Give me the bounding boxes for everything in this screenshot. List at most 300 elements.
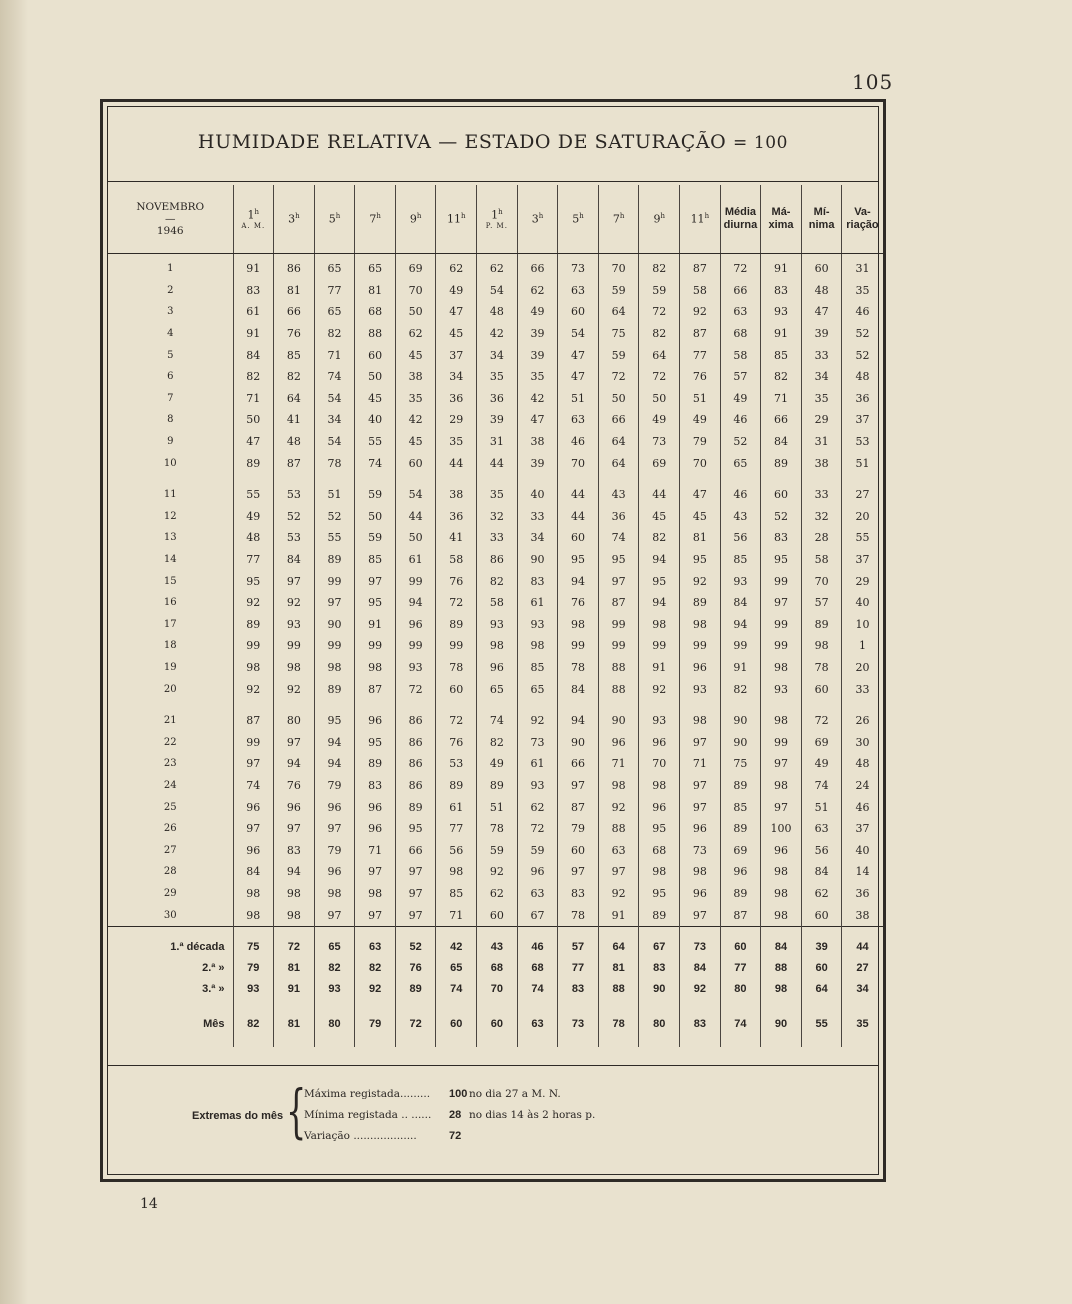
- value-cell: 57: [801, 592, 842, 614]
- table-row: [108, 344, 883, 366]
- value-cell: 82: [639, 527, 680, 549]
- value-cell: 87: [355, 678, 396, 700]
- extreme-note: no dia 27 a M. N.: [469, 1088, 561, 1100]
- value-cell: 98: [436, 861, 477, 883]
- value-cell: 36: [598, 506, 639, 528]
- value-cell: 98: [598, 775, 639, 797]
- value-cell: 99: [558, 635, 599, 657]
- day-cell: 12: [163, 510, 177, 522]
- value-cell: 83: [761, 280, 802, 302]
- value-cell: 97: [274, 818, 315, 840]
- value-cell: 94: [720, 614, 761, 636]
- value-cell: 97: [355, 861, 396, 883]
- value-cell: 97: [355, 904, 396, 926]
- summary-value: 65: [314, 926, 355, 958]
- value-cell: 95: [639, 818, 680, 840]
- month-value: 81: [274, 1014, 315, 1035]
- value-cell: 94: [395, 592, 436, 614]
- header-hour-sup: h: [295, 211, 300, 220]
- value-cell: 91: [761, 323, 802, 345]
- value-cell: 34: [517, 527, 558, 549]
- extreme-key: Variação ...................: [304, 1130, 417, 1142]
- value-cell: 77: [233, 549, 274, 571]
- value-cell: 49: [680, 409, 721, 431]
- value-cell: 99: [436, 635, 477, 657]
- value-cell: 64: [598, 452, 639, 474]
- value-cell: 99: [274, 635, 315, 657]
- value-cell: 94: [274, 861, 315, 883]
- value-cell: 72: [395, 678, 436, 700]
- spacer-cell: [233, 1035, 274, 1047]
- value-cell: 77: [436, 818, 477, 840]
- value-cell: 51: [558, 388, 599, 410]
- value-cell: 47: [801, 301, 842, 323]
- value-cell: 68: [720, 323, 761, 345]
- value-cell: 87: [233, 710, 274, 732]
- value-cell: 81: [355, 280, 396, 302]
- value-cell: 92: [639, 678, 680, 700]
- value-cell: 58: [680, 280, 721, 302]
- value-cell: 60: [436, 678, 477, 700]
- day-cell: 19: [163, 661, 177, 673]
- summary-value: 74: [517, 979, 558, 1000]
- value-cell: 73: [517, 731, 558, 753]
- value-cell: 49: [436, 280, 477, 302]
- value-cell: 75: [598, 323, 639, 345]
- value-cell: 86: [395, 731, 436, 753]
- spacer-cell: [395, 474, 436, 484]
- spacer-cell: [801, 1035, 842, 1047]
- value-cell: 96: [517, 861, 558, 883]
- header-hour-label: 11: [690, 212, 705, 226]
- value-cell: 63: [517, 883, 558, 905]
- value-cell: 98: [639, 775, 680, 797]
- header-hour: [517, 185, 558, 254]
- value-cell: 52: [761, 506, 802, 528]
- value-cell: 59: [517, 839, 558, 861]
- summary-value: 81: [598, 958, 639, 979]
- value-cell: 47: [558, 366, 599, 388]
- spacer-cell: [436, 1035, 477, 1047]
- value-cell: 99: [395, 635, 436, 657]
- summary-value: 72: [274, 926, 315, 958]
- value-cell: 99: [761, 731, 802, 753]
- table-row: [108, 839, 883, 861]
- header-hour-sup: h: [461, 211, 466, 220]
- day-cell: 8: [167, 414, 174, 426]
- spacer-cell: [108, 474, 233, 484]
- value-cell: 99: [598, 635, 639, 657]
- table-row: [108, 409, 883, 431]
- value-cell: 43: [598, 484, 639, 506]
- value-cell: 93: [395, 657, 436, 679]
- value-cell: 62: [801, 883, 842, 905]
- month-value: 73: [558, 1014, 599, 1035]
- value-cell: 41: [274, 409, 315, 431]
- page-number: 105: [852, 70, 894, 94]
- value-cell: 84: [233, 861, 274, 883]
- value-cell: 92: [274, 678, 315, 700]
- summary-value: 73: [680, 926, 721, 958]
- table-row: [108, 323, 883, 345]
- value-cell: 98: [233, 657, 274, 679]
- value-cell: 14: [842, 861, 883, 883]
- value-cell: 83: [517, 570, 558, 592]
- value-cell: 52: [274, 506, 315, 528]
- value-cell: 50: [598, 388, 639, 410]
- value-cell: 99: [233, 635, 274, 657]
- header-minima: [801, 185, 842, 254]
- value-cell: 69: [720, 839, 761, 861]
- summary-value: 82: [355, 958, 396, 979]
- header-hour: [558, 185, 599, 254]
- spacer-cell: [639, 474, 680, 484]
- summary-label: 3.ª »: [202, 983, 225, 996]
- value-cell: 98: [761, 883, 802, 905]
- value-cell: 82: [314, 323, 355, 345]
- spacer-cell: [598, 1000, 639, 1014]
- value-cell: 24: [842, 775, 883, 797]
- value-cell: 48: [842, 753, 883, 775]
- value-cell: 96: [639, 731, 680, 753]
- value-cell: 29: [436, 409, 477, 431]
- value-cell: 45: [355, 388, 396, 410]
- header-hour-sup: h: [254, 207, 260, 216]
- spacer-cell: [558, 1000, 599, 1014]
- extreme-line: [304, 1130, 595, 1151]
- value-cell: 35: [477, 484, 518, 506]
- value-cell: 33: [801, 484, 842, 506]
- value-cell: 96: [639, 796, 680, 818]
- spacer-cell: [598, 1035, 639, 1047]
- value-cell: 99: [761, 635, 802, 657]
- value-cell: 95: [233, 570, 274, 592]
- value-cell: 31: [477, 431, 518, 453]
- value-cell: 34: [314, 409, 355, 431]
- spacer-cell: [477, 1000, 518, 1014]
- value-cell: 42: [395, 409, 436, 431]
- header-hour: [680, 185, 721, 254]
- value-cell: 74: [355, 452, 396, 474]
- header-hour: [355, 185, 396, 254]
- value-cell: 48: [801, 280, 842, 302]
- value-cell: 33: [842, 678, 883, 700]
- spacer-cell: [558, 700, 599, 710]
- value-cell: 55: [842, 527, 883, 549]
- value-cell: 89: [477, 775, 518, 797]
- value-cell: 74: [477, 710, 518, 732]
- value-cell: 71: [233, 388, 274, 410]
- spacer-cell: [801, 700, 842, 710]
- day-cell: 1: [167, 263, 174, 275]
- value-cell: 56: [436, 839, 477, 861]
- value-cell: 35: [477, 366, 518, 388]
- value-cell: 71: [314, 344, 355, 366]
- header-minima-line: nima: [808, 219, 835, 231]
- value-cell: 91: [720, 657, 761, 679]
- value-cell: 98: [314, 883, 355, 905]
- value-cell: 68: [639, 839, 680, 861]
- value-cell: 87: [558, 796, 599, 818]
- value-cell: 90: [314, 614, 355, 636]
- value-cell: 83: [355, 775, 396, 797]
- spacer-cell: [720, 1035, 761, 1047]
- title-equation: = 100: [732, 133, 789, 153]
- value-cell: 87: [598, 592, 639, 614]
- day-cell: 13: [163, 532, 177, 544]
- value-cell: 87: [680, 323, 721, 345]
- value-cell: 96: [598, 731, 639, 753]
- value-cell: 62: [395, 323, 436, 345]
- value-cell: 98: [680, 861, 721, 883]
- spacer-cell: [842, 1000, 883, 1014]
- value-cell: 89: [314, 678, 355, 700]
- value-cell: 51: [801, 796, 842, 818]
- value-cell: 73: [558, 254, 599, 280]
- value-cell: 66: [558, 753, 599, 775]
- summary-label: 2.ª »: [202, 962, 225, 975]
- value-cell: 74: [233, 775, 274, 797]
- table-row: [108, 614, 883, 636]
- value-cell: 65: [314, 254, 355, 280]
- header-hour-sup: h: [619, 211, 625, 220]
- value-cell: 96: [233, 839, 274, 861]
- value-cell: 54: [314, 388, 355, 410]
- value-cell: 92: [517, 710, 558, 732]
- value-cell: 93: [274, 614, 315, 636]
- summary-value: 83: [558, 979, 599, 1000]
- value-cell: 87: [274, 452, 315, 474]
- summary-value: 67: [639, 926, 680, 958]
- header-maxima-line: xima: [768, 219, 794, 231]
- value-cell: 46: [842, 796, 883, 818]
- value-cell: 80: [274, 710, 315, 732]
- value-cell: 49: [720, 388, 761, 410]
- value-cell: 63: [558, 409, 599, 431]
- header-media-line: diurna: [723, 219, 758, 231]
- value-cell: 78: [314, 452, 355, 474]
- value-cell: 54: [314, 431, 355, 453]
- summary-value: 90: [639, 979, 680, 1000]
- summary-value: 75: [233, 926, 274, 958]
- summary-value: 27: [842, 958, 883, 979]
- value-cell: 56: [801, 839, 842, 861]
- day-cell: 7: [167, 392, 174, 404]
- summary-value: 74: [436, 979, 477, 1000]
- value-cell: 65: [314, 301, 355, 323]
- summary-value: 93: [314, 979, 355, 1000]
- value-cell: 95: [598, 549, 639, 571]
- value-cell: 34: [436, 366, 477, 388]
- month-value: 79: [355, 1014, 396, 1035]
- value-cell: 98: [639, 614, 680, 636]
- day-cell: 17: [163, 618, 177, 630]
- value-cell: 91: [761, 254, 802, 280]
- value-cell: 99: [355, 635, 396, 657]
- summary-value: 79: [233, 958, 274, 979]
- value-cell: 48: [477, 301, 518, 323]
- summary-value: 83: [639, 958, 680, 979]
- value-cell: 96: [355, 818, 396, 840]
- summary-value: 88: [598, 979, 639, 1000]
- value-cell: 85: [355, 549, 396, 571]
- value-cell: 91: [598, 904, 639, 926]
- value-cell: 98: [274, 883, 315, 905]
- header-hour-label: 3: [288, 212, 296, 226]
- value-cell: 89: [233, 614, 274, 636]
- value-cell: 95: [558, 549, 599, 571]
- day-cell: 16: [163, 597, 177, 609]
- summary-value: 76: [395, 958, 436, 979]
- value-cell: 38: [842, 904, 883, 926]
- value-cell: 72: [801, 710, 842, 732]
- value-cell: 77: [680, 344, 721, 366]
- table-row: [108, 861, 883, 883]
- value-cell: 73: [680, 839, 721, 861]
- summary-value: 44: [842, 926, 883, 958]
- brace-icon: {: [286, 1077, 307, 1145]
- header-hour: [274, 185, 315, 254]
- value-cell: 37: [842, 818, 883, 840]
- value-cell: 37: [842, 409, 883, 431]
- value-cell: 72: [720, 254, 761, 280]
- spacer-cell: [598, 474, 639, 484]
- value-cell: 60: [395, 452, 436, 474]
- value-cell: 67: [517, 904, 558, 926]
- value-cell: 88: [598, 657, 639, 679]
- value-cell: 50: [355, 506, 396, 528]
- value-cell: 29: [801, 409, 842, 431]
- value-cell: 79: [558, 818, 599, 840]
- value-cell: 58: [436, 549, 477, 571]
- value-cell: 36: [842, 883, 883, 905]
- value-cell: 96: [761, 839, 802, 861]
- spacer-cell: [558, 1035, 599, 1047]
- spacer-row: [108, 700, 883, 710]
- value-cell: 85: [720, 549, 761, 571]
- value-cell: 87: [720, 904, 761, 926]
- value-cell: 39: [517, 323, 558, 345]
- value-cell: 85: [274, 344, 315, 366]
- value-cell: 51: [314, 484, 355, 506]
- day-cell: 29: [163, 887, 177, 899]
- table-row: [108, 818, 883, 840]
- value-cell: 98: [233, 883, 274, 905]
- value-cell: 60: [558, 301, 599, 323]
- value-cell: 93: [517, 614, 558, 636]
- value-cell: 94: [314, 753, 355, 775]
- value-cell: 54: [395, 484, 436, 506]
- value-cell: 97: [395, 904, 436, 926]
- value-cell: 34: [477, 344, 518, 366]
- value-cell: 96: [680, 657, 721, 679]
- value-cell: 63: [558, 280, 599, 302]
- value-cell: 99: [720, 635, 761, 657]
- value-cell: 82: [477, 731, 518, 753]
- header-month-year: [108, 185, 233, 254]
- value-cell: 97: [558, 775, 599, 797]
- value-cell: 90: [720, 731, 761, 753]
- spacer-cell: [842, 1035, 883, 1047]
- month-value: 63: [517, 1014, 558, 1035]
- summary-value: 43: [477, 926, 518, 958]
- value-cell: 38: [517, 431, 558, 453]
- value-cell: 62: [517, 280, 558, 302]
- value-cell: 36: [842, 388, 883, 410]
- value-cell: 31: [842, 254, 883, 280]
- value-cell: 98: [639, 861, 680, 883]
- value-cell: 56: [720, 527, 761, 549]
- header-hour-label: 1: [491, 208, 499, 222]
- day-cell: 15: [163, 575, 177, 587]
- value-cell: 49: [477, 753, 518, 775]
- value-cell: 82: [477, 570, 518, 592]
- value-cell: 35: [517, 366, 558, 388]
- spacer-cell: [108, 1035, 233, 1047]
- value-cell: 95: [639, 883, 680, 905]
- value-cell: 50: [395, 301, 436, 323]
- value-cell: 96: [314, 861, 355, 883]
- value-cell: 34: [801, 366, 842, 388]
- value-cell: 97: [558, 861, 599, 883]
- value-cell: 50: [233, 409, 274, 431]
- table-row: [108, 635, 883, 657]
- value-cell: 72: [639, 366, 680, 388]
- summary-value: 92: [680, 979, 721, 1000]
- value-cell: 98: [761, 861, 802, 883]
- header-hour-sup: h: [579, 211, 584, 220]
- spacer-cell: [314, 1000, 355, 1014]
- value-cell: 89: [314, 549, 355, 571]
- value-cell: 70: [680, 452, 721, 474]
- summary-value: 60: [720, 926, 761, 958]
- footer-number: 14: [140, 1196, 158, 1212]
- spacer-cell: [517, 1000, 558, 1014]
- spacer-cell: [314, 700, 355, 710]
- value-cell: 92: [477, 861, 518, 883]
- spacer-cell: [598, 700, 639, 710]
- value-cell: 84: [720, 592, 761, 614]
- value-cell: 40: [517, 484, 558, 506]
- value-cell: 45: [395, 431, 436, 453]
- value-cell: 69: [395, 254, 436, 280]
- value-cell: 86: [395, 775, 436, 797]
- value-cell: 93: [761, 678, 802, 700]
- month-value: 90: [761, 1014, 802, 1035]
- value-cell: 76: [558, 592, 599, 614]
- value-cell: 44: [558, 484, 599, 506]
- table-row: [108, 753, 883, 775]
- spacer-cell: [274, 474, 315, 484]
- value-cell: 97: [314, 904, 355, 926]
- month-value: 60: [477, 1014, 518, 1035]
- day-cell: 30: [163, 909, 177, 921]
- value-cell: 49: [801, 753, 842, 775]
- value-cell: 96: [395, 614, 436, 636]
- value-cell: 88: [598, 818, 639, 840]
- value-cell: 97: [761, 796, 802, 818]
- value-cell: 44: [639, 484, 680, 506]
- value-cell: 60: [558, 527, 599, 549]
- day-cell: 28: [163, 866, 177, 878]
- day-cell: 11: [163, 489, 177, 501]
- header-hour-sup: h: [704, 211, 710, 220]
- value-cell: 71: [355, 839, 396, 861]
- table-row: [108, 527, 883, 549]
- value-cell: 47: [517, 409, 558, 431]
- value-cell: 45: [680, 506, 721, 528]
- spacer-cell: [842, 474, 883, 484]
